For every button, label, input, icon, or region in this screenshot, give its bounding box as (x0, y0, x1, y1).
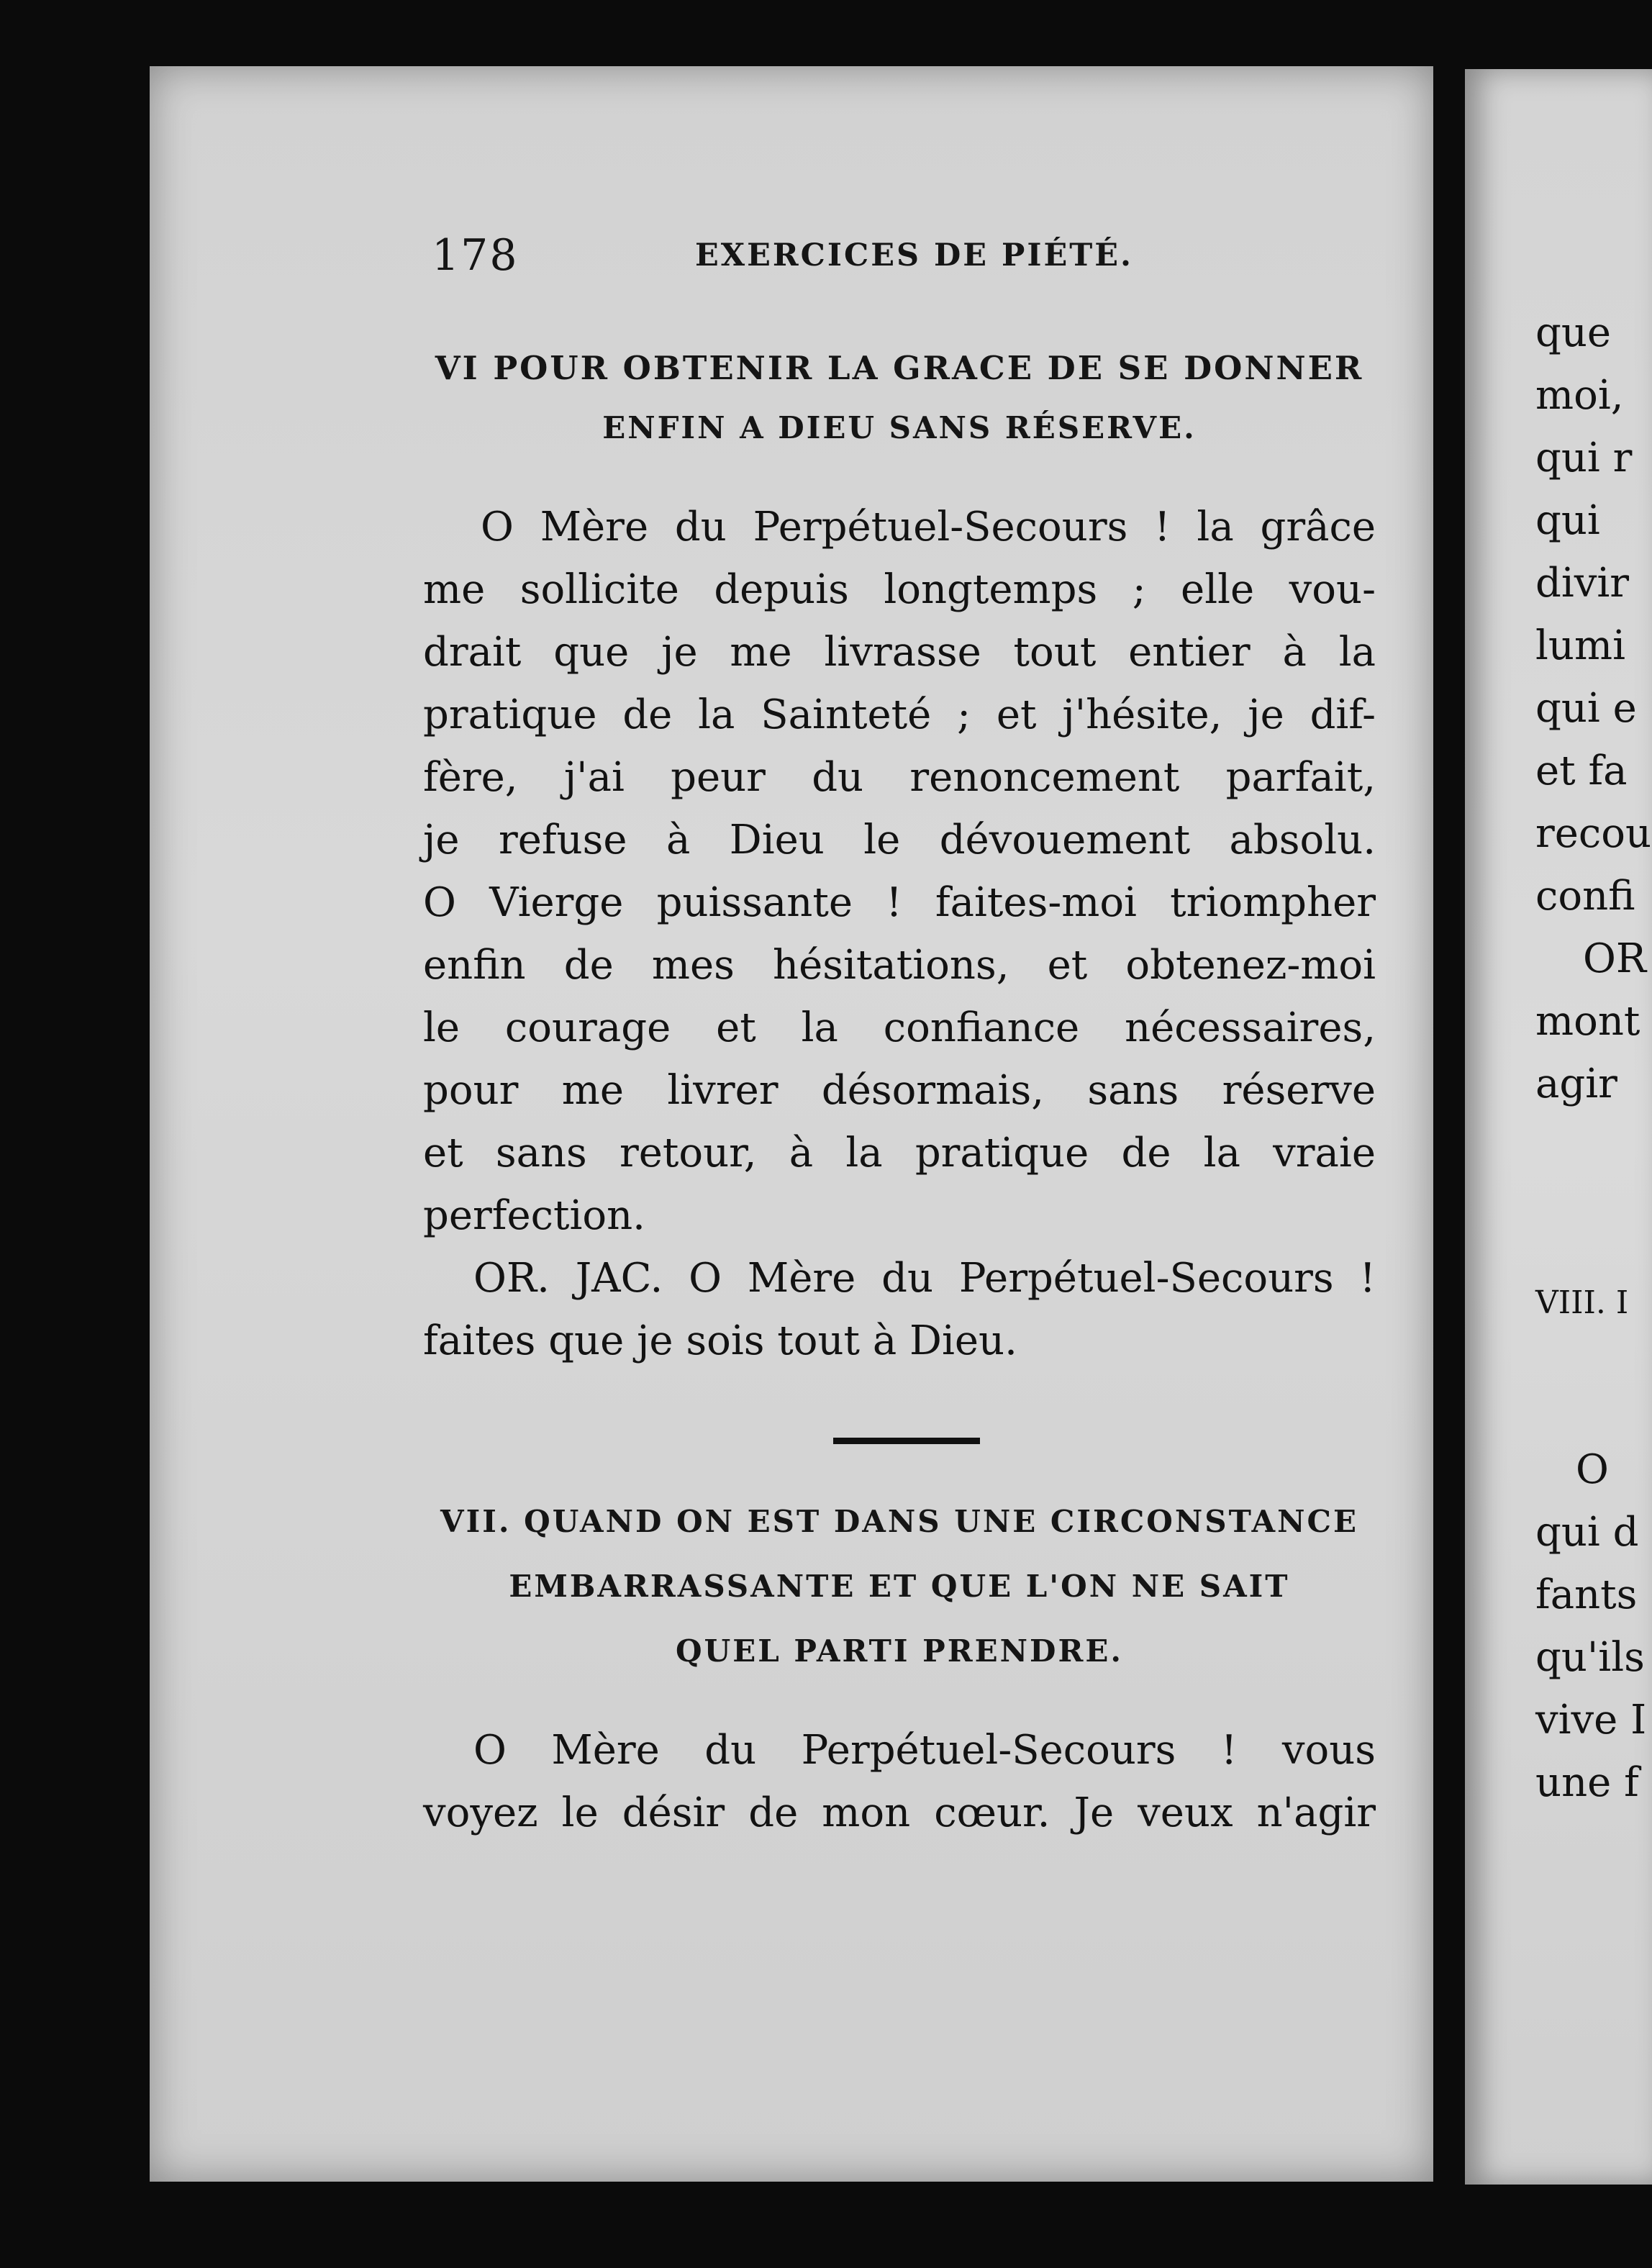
right-page-fragment: qui (1535, 497, 1600, 544)
right-page-fragment: O (1576, 1446, 1609, 1493)
section-vi-body-line-4: pratique de la Sainteté ; et j'hésite, je dif- (423, 691, 1376, 738)
section-vi-body-line-10: pour me livrer désormais, sans réserve (423, 1067, 1376, 1114)
section-vii-heading-line-3: QUEL PARTI PRENDRE. (675, 1633, 1124, 1669)
page-number: 178 (432, 230, 519, 281)
right-page-fragment: confi (1535, 873, 1635, 920)
section-vii-body-line-2: voyez le désir de mon cœur. Je veux n'agir (423, 1790, 1376, 1836)
section-vi-heading-line-1: VI POUR OBTENIR LA GRACE DE SE DONNER (435, 349, 1364, 387)
right-page-fragment: qu'ils (1535, 1634, 1645, 1681)
section-divider (833, 1438, 980, 1444)
right-page-fragment: lumi (1535, 622, 1625, 669)
right-page-fragment: qui r (1535, 435, 1633, 481)
right-page-fragment: fants (1535, 1571, 1638, 1618)
section-vi-body-line-12: perfection. (423, 1192, 645, 1239)
right-page-fragment: qui d (1535, 1509, 1639, 1556)
section-vi-body-line-1: O Mère du Perpétuel-Secours ! la grâce (481, 504, 1376, 550)
right-page-fragment: OR (1583, 935, 1647, 982)
right-page-fragment: et fa (1535, 748, 1628, 794)
right-page-fragment: divir (1535, 560, 1630, 607)
right-page-fragment: mont (1535, 998, 1640, 1045)
right-page-fragment: recou (1535, 810, 1652, 857)
right-page-fragment: moi, (1535, 372, 1624, 419)
section-vii-heading-line-2: EMBARRASSANTE ET QUE L'ON NE SAIT (509, 1569, 1290, 1604)
section-vii-body-line-1: O Mère du Perpétuel-Secours ! vous (473, 1727, 1376, 1774)
right-page-fragment: agir (1535, 1061, 1617, 1107)
section-vi-body-line-7: O Vierge puissante ! faites-moi triompher (423, 879, 1376, 926)
right-page-fragment: qui e (1535, 685, 1637, 732)
right-page-fragment: vive I (1535, 1697, 1647, 1743)
section-vi-body-line-5: fère, j'ai peur du renoncement parfait, (423, 754, 1376, 801)
right-page-fragment: que (1535, 309, 1612, 356)
section-vii-heading-line-1: VII. QUAND ON EST DANS UNE CIRCONSTANCE (440, 1504, 1358, 1539)
right-page-fragment: VIII. I (1535, 1284, 1629, 1321)
section-vi-body-line-9: le courage et la confiance nécessaires, (423, 1004, 1376, 1051)
section-vi-heading-line-2: ENFIN A DIEU SANS RÉSERVE. (602, 410, 1197, 445)
prayer-line-2: faites que je sois tout à Dieu. (423, 1317, 1017, 1364)
section-vi-body-line-11: et sans retour, à la pratique de la vraie (423, 1130, 1376, 1176)
section-vi-body-line-8: enfin de mes hésitations, et obtenez-moi (423, 942, 1376, 989)
running-title: EXERCICES DE PIÉTÉ. (695, 237, 1134, 273)
section-vi-body-line-6: je refuse à Dieu le dévouement absolu. (423, 817, 1376, 863)
section-vi-body-line-3: drait que je me livrasse tout entier à la (423, 629, 1376, 676)
section-vi-body-line-2: me sollicite depuis longtemps ; elle vou- (423, 566, 1376, 613)
prayer-line-1: OR. JAC. O Mère du Perpétuel-Secours ! (473, 1255, 1376, 1302)
right-page-fragment: une f (1535, 1759, 1639, 1806)
